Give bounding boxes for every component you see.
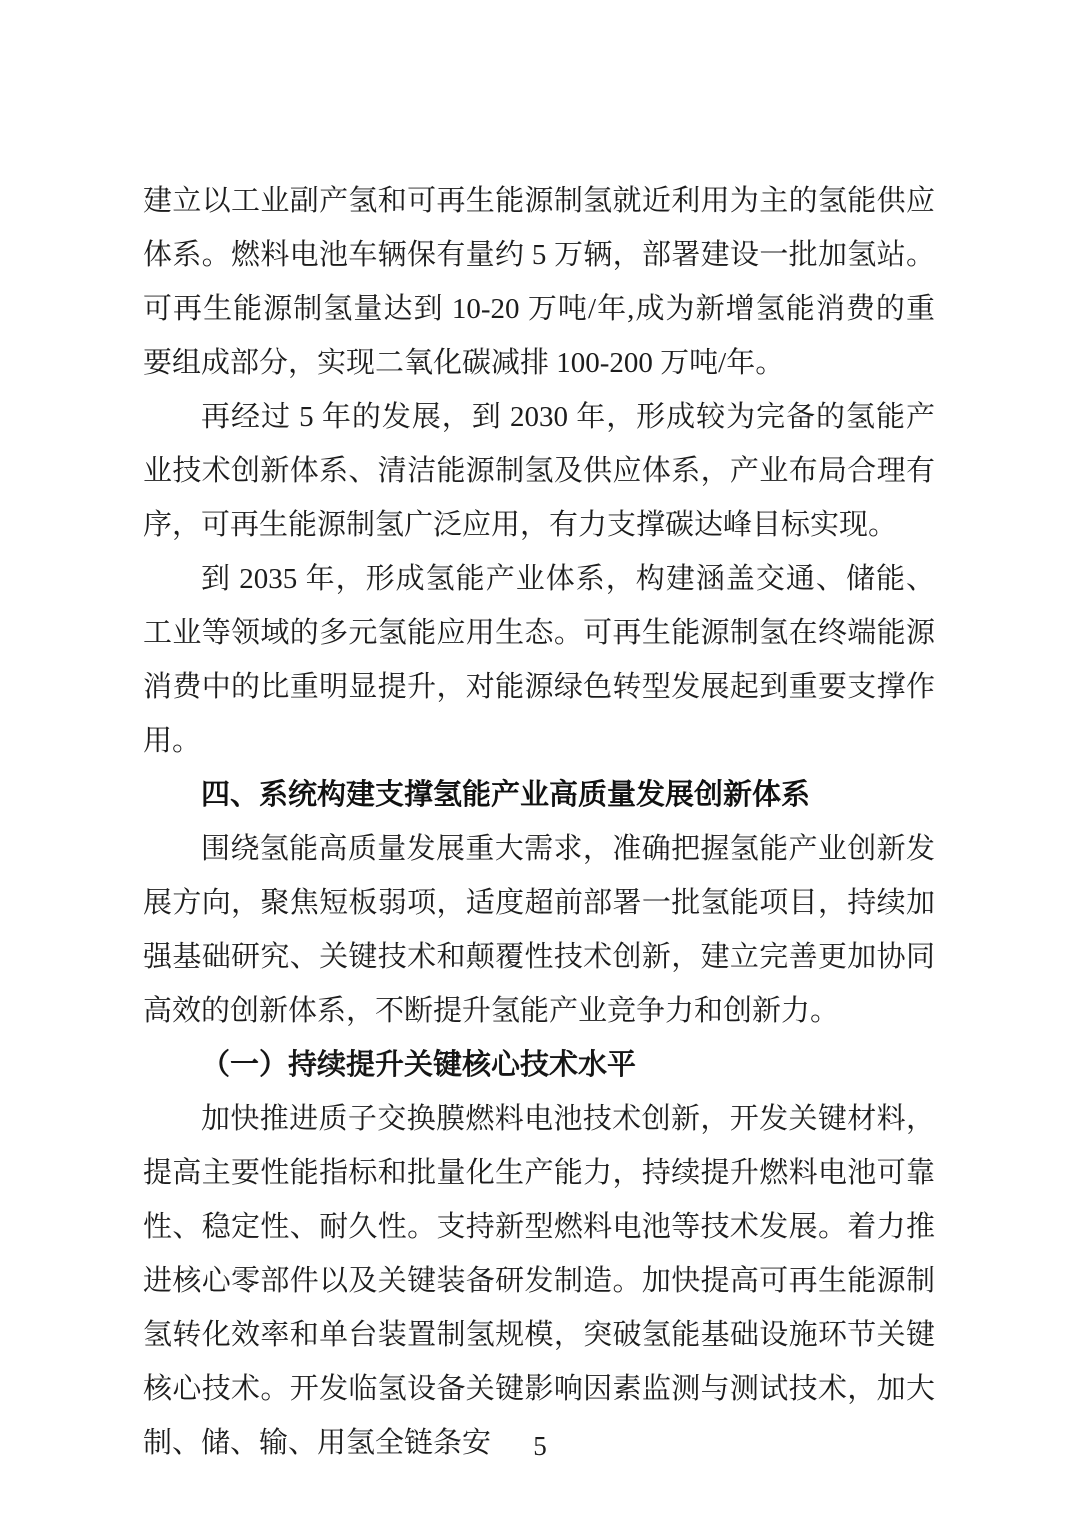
document-body bbox=[143, 174, 935, 1470]
paragraph-key-technology: 加快推进质子交换膜燃料电池技术创新，开发关键材料，提高主要性能指标和批量化生产能力，持续提升燃料电池可靠性、稳定性、耐久性。支持新型燃料电池等技术发展。着力推进核心零部件以及关键装备研发制造。加快提高可再生能源制氢转化效率和单台装置制氢规模，突破氢能基础设施环节关键核心技术。开发临氢设备关键影响因素监测与测试技术，加大制、储、输、用氢全链条安 bbox=[143, 1103, 935, 1459]
section-heading-innovation-system: 四、系统构建支撑氢能产业高质量发展创新体系 bbox=[201, 779, 811, 811]
subsection-heading-core-technology: （一）持续提升关键核心技术水平 bbox=[201, 1049, 637, 1081]
paragraph-2030-goal: 再经过 5 年的发展，到 2030 年，形成较为完备的氢能产业技术创新体系、清洁能源制氢及供应体系，产业布局合理有序，可再生能源制氢广泛应用，有力支撑碳达峰目标实现。 bbox=[143, 401, 935, 541]
paragraph-hydrogen-supply: 建立以工业副产氢和可再生能源制氢就近利用为主的氢能供应体系。燃料电池车辆保有量约 5 万辆，部署建设一批加氢站。可再生能源制氢量达到 10-20 万吨/年,成为新增氢能消费的重要组成部分，实现二氧化碳减排 100-200 万吨/年。 bbox=[143, 185, 935, 379]
page-number: 5 bbox=[533, 1431, 547, 1461]
paragraph-section-intro: 围绕氢能高质量发展重大需求，准确把握氢能产业创新发展方向，聚焦短板弱项，适度超前部署一批氢能项目，持续加强基础研究、关键技术和颠覆性技术创新，建立完善更加协同高效的创新体系，不断提升氢能产业竞争力和创新力。 bbox=[143, 833, 935, 1027]
paragraph-2035-goal: 到 2035 年，形成氢能产业体系，构建涵盖交通、储能、工业等领域的多元氢能应用生态。可再生能源制氢在终端能源消费中的比重明显提升，对能源绿色转型发展起到重要支撑作用。 bbox=[143, 563, 935, 757]
